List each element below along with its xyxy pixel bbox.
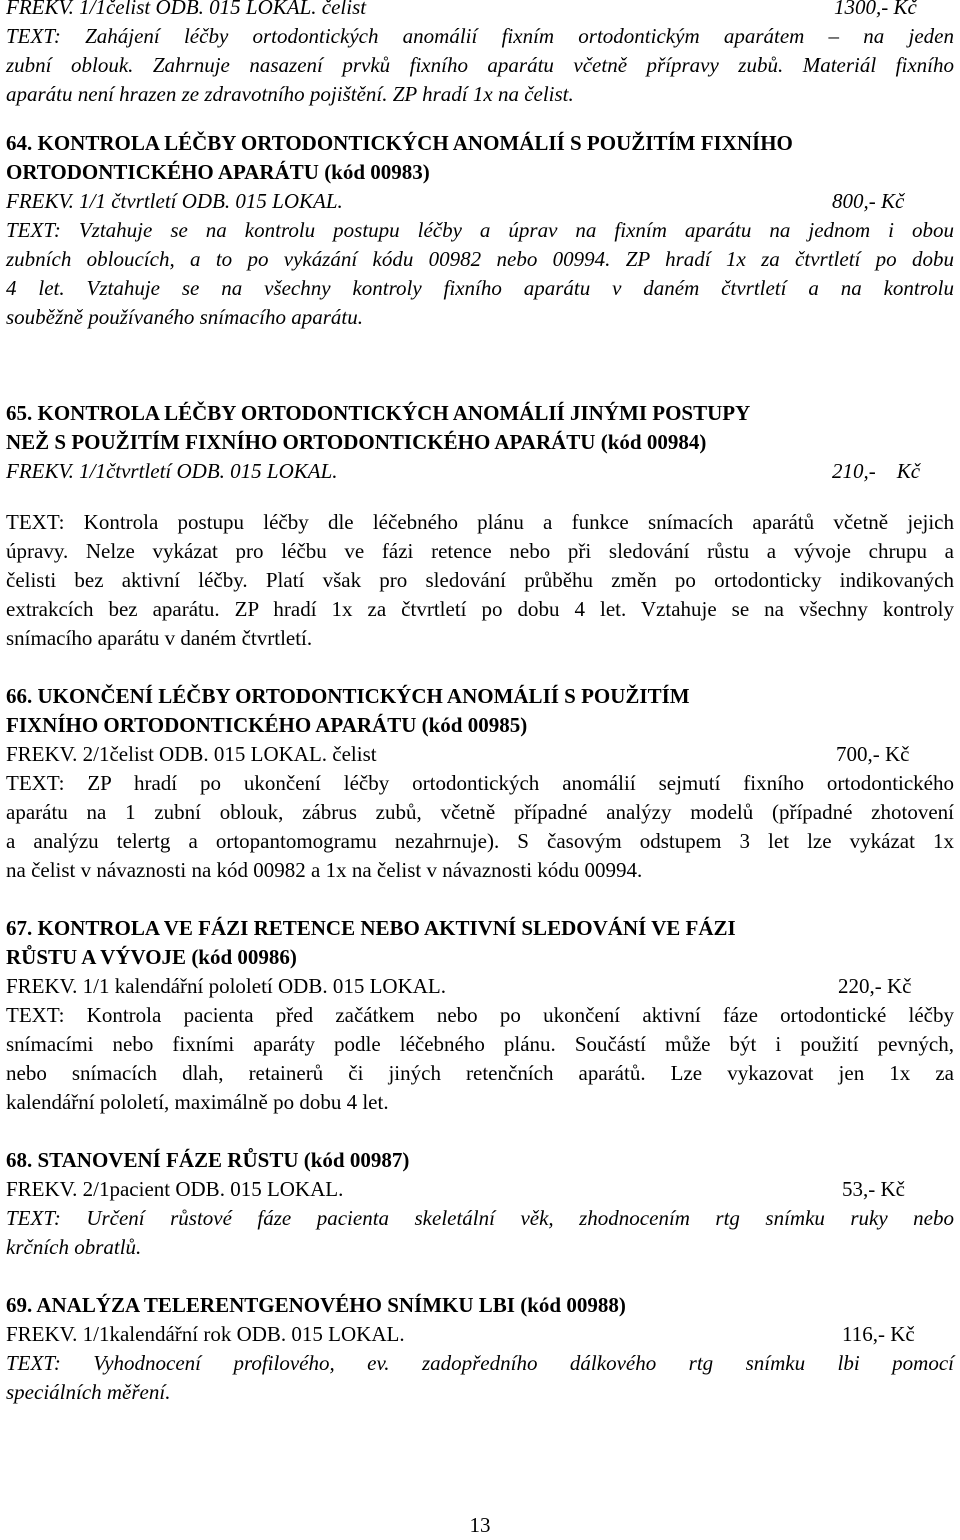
frekv-text: FREKV. 1/1čelist ODB. 015 LOKAL. čelist xyxy=(6,0,367,19)
frekv-line-66 xyxy=(6,740,954,769)
section-heading-67-cont: RŮSTU A VÝVOJE (kód 00986) xyxy=(6,945,297,969)
text-line: TEXT: Vyhodnocení profilového, ev. zadopředního dálkového rtg snímku lbi pomocí xyxy=(6,1351,954,1375)
section-heading-69: 69. ANALÝZA TELERENTGENOVÉHO SNÍMKU LBI (kód 00988) xyxy=(6,1293,626,1317)
price: 53,- Kč xyxy=(842,1177,905,1201)
text-line: krčních obratlů. xyxy=(6,1235,142,1259)
text-line: kalendářní pololetí, maximálně po dobu 4 let. xyxy=(6,1090,389,1114)
frekv-line-69 xyxy=(6,1320,954,1349)
price: 116,- Kč xyxy=(842,1322,915,1346)
price: 1300,- Kč xyxy=(834,0,917,19)
text-line: TEXT: Zahájení léčby ortodontických anomálií fixním ortodontickým aparátem – na jeden xyxy=(6,24,954,48)
frekv-text: FREKV. 1/1kalendářní rok ODB. 015 LOKAL. xyxy=(6,1322,405,1346)
text-line: a analýzu telertg a ortopantomogramu nezahrnuje). S časovým odstupem 3 let lze vykázat 1x xyxy=(6,829,954,853)
text-line: zubní oblouk. Zahrnuje nasazení prvků fixního aparátu včetně přípravy zubů. Materiál fixního xyxy=(6,53,954,77)
text-line: TEXT: Vztahuje se na kontrolu postupu léčby a úprav na fixním aparátu na jednom i obou xyxy=(6,218,954,242)
text-line: extrakcích bez aparátu. ZP hradí 1x za čtvrtletí po dobu 4 let. Vztahuje se na všechny kontroly xyxy=(6,597,954,621)
price: 700,- Kč xyxy=(836,742,910,766)
text-line: TEXT: ZP hradí po ukončení léčby ortodontických anomálií sejmutí fixního ortodontického xyxy=(6,771,954,795)
text-line: nebo snímacích dlah, retainerů či jiných retenčních aparátů. Lze vykazovat jen 1x za xyxy=(6,1061,954,1085)
frekv-text: FREKV. 1/1čtvrtletí ODB. 015 LOKAL. xyxy=(6,459,338,483)
frekv-line-64 xyxy=(6,187,954,216)
frekv-line-top xyxy=(6,0,954,22)
section-heading-64: 64. KONTROLA LÉČBY ORTODONTICKÝCH ANOMÁLIÍ S POUŽITÍM FIXNÍHO xyxy=(6,131,793,155)
text-line: snímacími nebo fixními aparáty podle léčebného plánu. Součástí může být i použití pevných, xyxy=(6,1032,954,1056)
text-line: souběžně používaného snímacího aparátu. xyxy=(6,305,363,329)
frekv-line-68 xyxy=(6,1175,954,1204)
section-heading-65-cont: NEŽ S POUŽITÍM FIXNÍHO ORTODONTICKÉHO APARÁTU (kód 00984) xyxy=(6,430,707,454)
price: 220,- Kč xyxy=(838,974,912,998)
section-heading-66-cont: FIXNÍHO ORTODONTICKÉHO APARÁTU (kód 00985) xyxy=(6,713,528,737)
price: 800,- Kč xyxy=(832,189,905,213)
frekv-text: FREKV. 1/1 čtvrtletí ODB. 015 LOKAL. xyxy=(6,189,343,213)
price: 210,- Kč xyxy=(832,459,921,483)
text-line: zubních obloucích, a to po vykázání kódu 00982 nebo 00994. ZP hradí 1x za čtvrtletí po dobu xyxy=(6,247,954,271)
frekv-text: FREKV. 2/1pacient ODB. 015 LOKAL. xyxy=(6,1177,344,1201)
section-heading-67: 67. KONTROLA VE FÁZI RETENCE NEBO AKTIVNÍ SLEDOVÁNÍ VE FÁZI xyxy=(6,916,736,940)
document-page xyxy=(6,0,954,1407)
text-line: TEXT: Kontrola postupu léčby dle léčebného plánu a funkce snímacích aparátů včetně jejich xyxy=(6,510,954,534)
section-heading-64-cont: ORTODONTICKÉHO APARÁTU (kód 00983) xyxy=(6,160,430,184)
frekv-line-65 xyxy=(6,457,954,486)
section-heading-65: 65. KONTROLA LÉČBY ORTODONTICKÝCH ANOMÁLIÍ JINÝMI POSTUPY xyxy=(6,401,751,425)
text-line: snímacího aparátu v daném čtvrtletí. xyxy=(6,626,313,650)
section-heading-66: 66. UKONČENÍ LÉČBY ORTODONTICKÝCH ANOMÁLIÍ S POUŽITÍM xyxy=(6,684,690,708)
text-line: na čelist v návaznosti na kód 00982 a 1x na čelist v návaznosti kódu 00994. xyxy=(6,858,643,882)
section-heading-68: 68. STANOVENÍ FÁZE RŮSTU (kód 00987) xyxy=(6,1148,410,1172)
frekv-line-67 xyxy=(6,972,954,1001)
frekv-text: FREKV. 1/1 kalendářní pololetí ODB. 015 LOKAL. xyxy=(6,974,446,998)
text-line: speciálních měření. xyxy=(6,1380,171,1404)
text-line: aparátu není hrazen ze zdravotního pojištění. ZP hradí 1x na čelist. xyxy=(6,82,574,106)
text-line: čelisti bez aktivní léčby. Platí však pro sledování průběhu změn po ortodonticky indikovaných xyxy=(6,568,954,592)
frekv-text: FREKV. 2/1čelist ODB. 015 LOKAL. čelist xyxy=(6,742,377,766)
page-number: 13 xyxy=(469,1513,491,1537)
text-line: TEXT: Kontrola pacienta před začátkem nebo po ukončení aktivní fáze ortodontické léčby xyxy=(6,1003,954,1027)
text-line: aparátu na 1 zubní oblouk, zábrus zubů, včetně případné analýzy modelů (případné zhotovení xyxy=(6,800,954,824)
text-line: 4 let. Vztahuje se na všechny kontroly fixního aparátu v daném čtvrtletí a na kontrolu xyxy=(6,276,954,300)
text-line: TEXT: Určení růstové fáze pacienta skeletální věk, zhodnocením rtg snímku ruky nebo xyxy=(6,1206,954,1230)
text-line: úpravy. Nelze vykázat pro léčbu ve fázi retence nebo při sledování růstu a vývoje chrupu a xyxy=(6,539,954,563)
